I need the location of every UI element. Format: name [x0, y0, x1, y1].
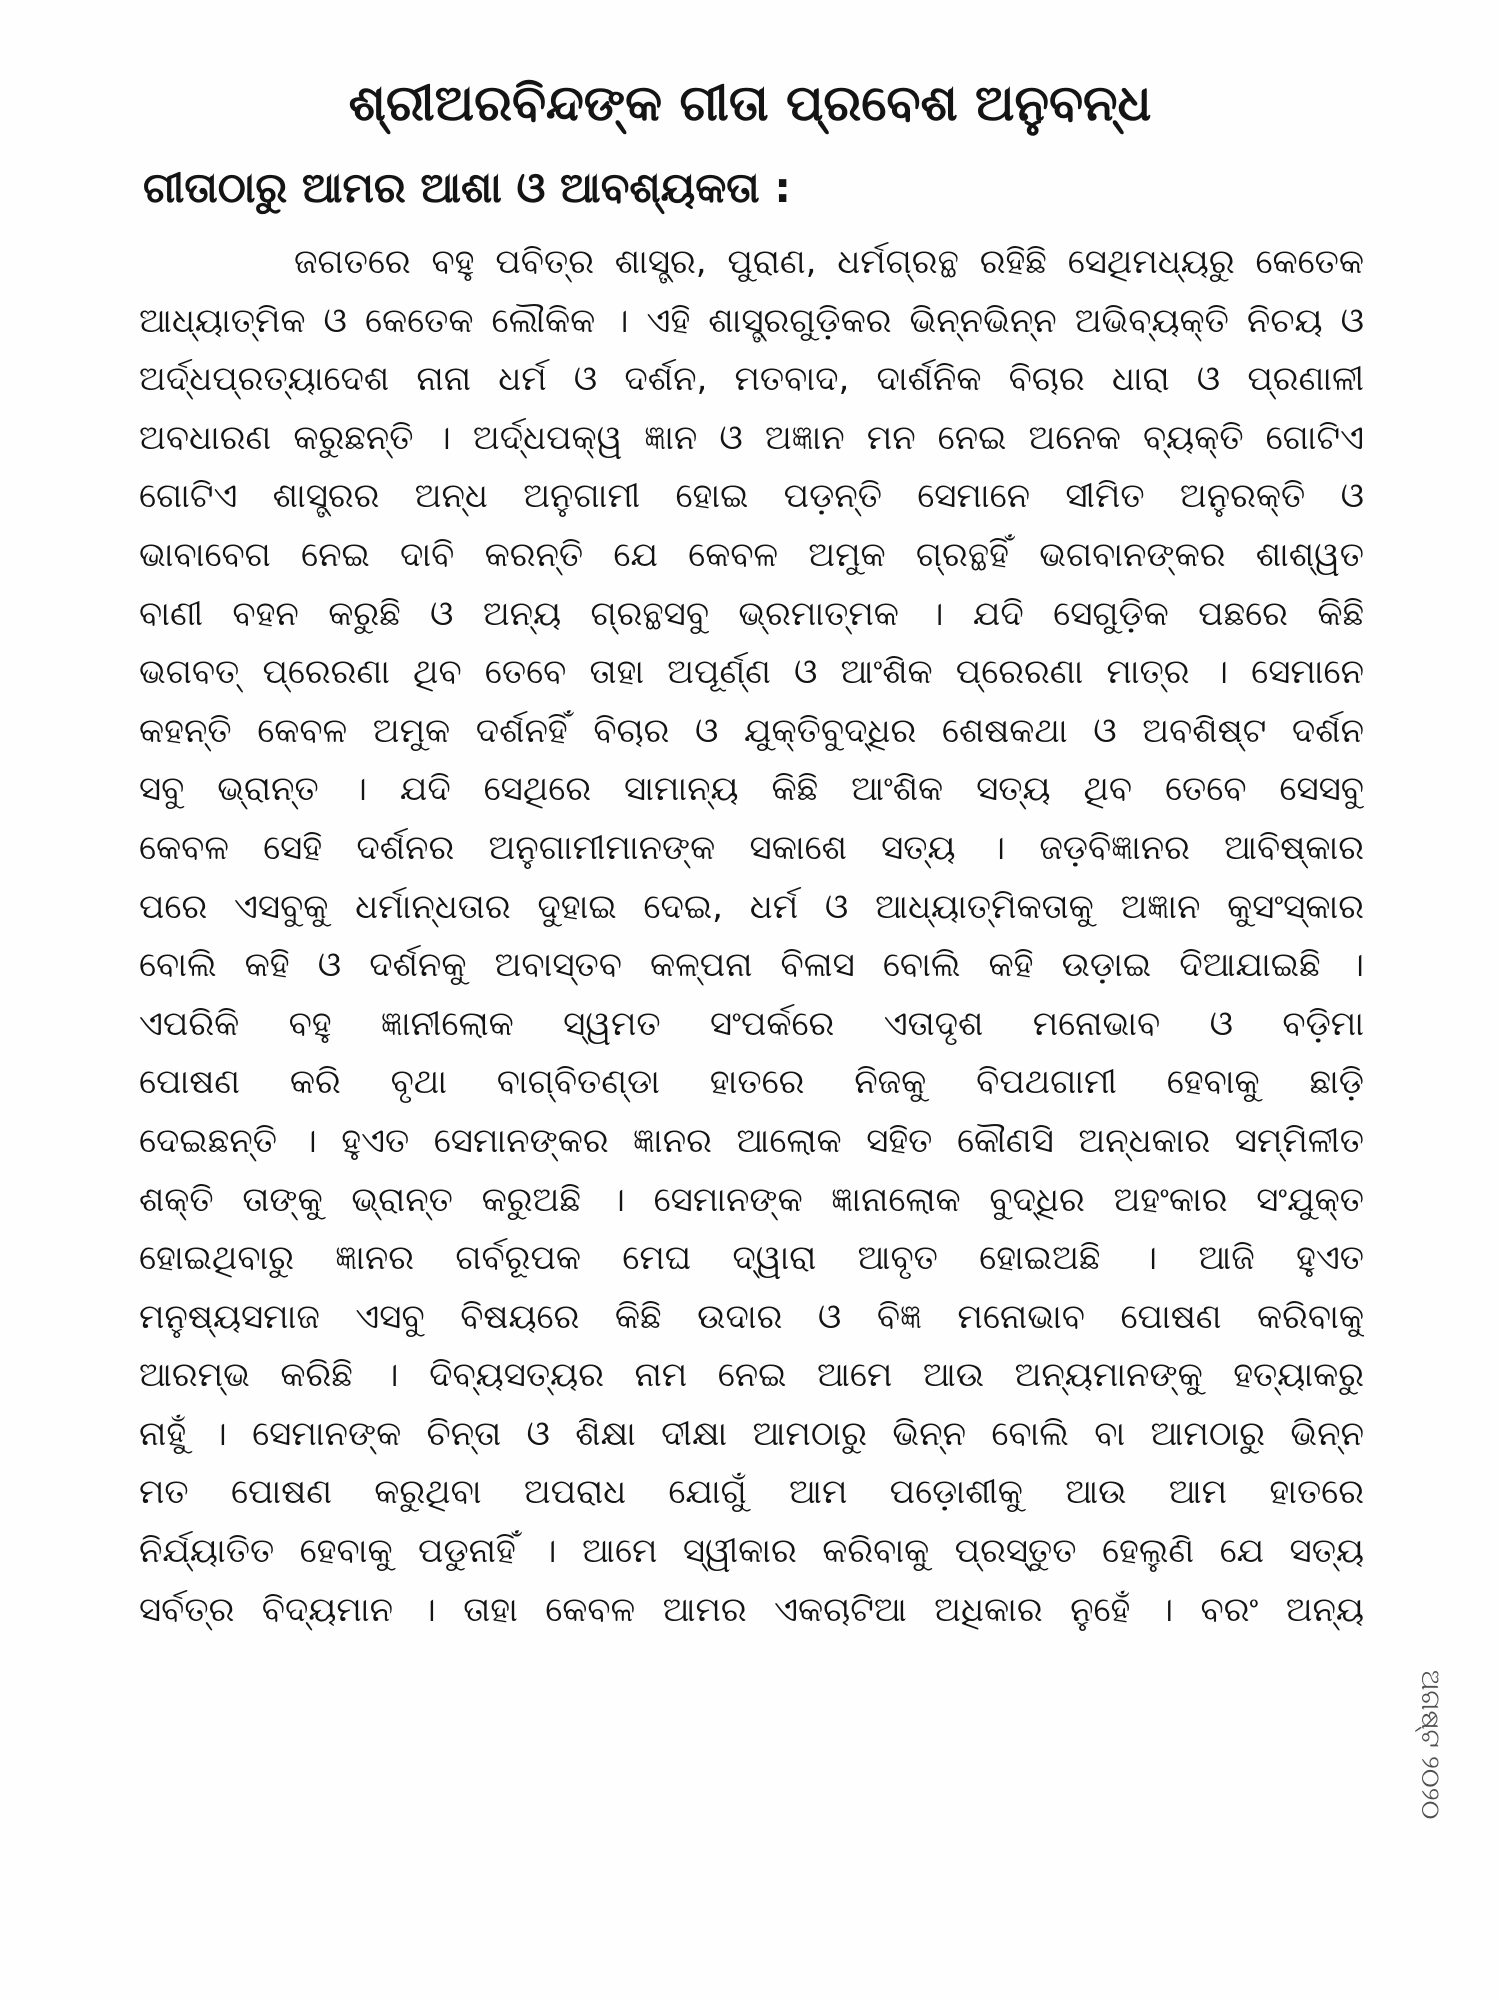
text-line: କହନ୍ତି କେବଳ ଅମୁକ ଦର୍ଶନହିଁ ବିଚାର ଓ ଯୁକ୍ତିବୁଦ୍ଧିର ଶେଷକଥା ଓ ଅବଶିଷ୍ଟ ଦର୍ଶନ: [139, 710, 1364, 751]
text-line: ବାଣୀ ବହନ କରୁଛି ଓ ଅନ୍ୟ ଗ୍ରନ୍ଥସବୁ ଭ୍ରମାତ୍ମକ । ଯଦି ସେଗୁଡ଼ିକ ପଛରେ କିଛି: [139, 593, 1364, 634]
text-line: ଆଧ୍ୟାତ୍ମିକ ଓ କେତେକ ଲୌକିକ । ଏହି ଶାସ୍ତ୍ରଗୁଡ଼ିକର ଭିନ୍ନଭିନ୍ନ ଅଭିବ୍ୟକ୍ତି ନିଚୟ ଓ: [139, 300, 1364, 341]
text-line: ନିର୍ଯ୍ୟାତିତ ହେବାକୁ ପଡୁନାହିଁ । ଆମେ ସ୍ୱୀକାର କରିବାକୁ ପ୍ରସ୍ତୁତ ହେଲୁଣି ଯେ ସତ୍ୟ: [139, 1531, 1364, 1572]
text-line: ହୋଇଥିବାରୁ ଜ୍ଞାନର ଗର୍ବରୂପକ ମେଘ ଦ୍ୱାରା ଆବୃତ ହୋଇଅଛି । ଆଜି ହୁଏତ: [139, 1238, 1364, 1279]
text-line: ଶକ୍ତି ତାଙ୍କୁ ଭ୍ରାନ୍ତ କରୁଅଛି । ସେମାନଙ୍କ ଜ୍ଞାନାଲୋକ ବୁଦ୍ଧିର ଅହଂକାର ସଂଯୁକ୍ତ: [139, 1179, 1364, 1220]
text-line: ସର୍ବତ୍ର ବିଦ୍ୟମାନ । ତାହା କେବଳ ଆମର ଏକଚାଟିଆ ଅଧିକାର ନୁହେଁ । ବରଂ ଅନ୍ୟ: [139, 1589, 1364, 1630]
margin-note: ଅଗଷ୍ଟ ୨୦୨୦: [1415, 1670, 1445, 1820]
text-line: କେବଳ ସେହି ଦର୍ଶନର ଅନୁଗାମୀମାନଙ୍କ ସକାଶେ ସତ୍ୟ । ଜଡ଼ବିଜ୍ଞାନର ଆବିଷ୍କାର: [139, 827, 1364, 868]
text-line: ସବୁ ଭ୍ରାନ୍ତ । ଯଦି ସେଥିରେ ସାମାନ୍ୟ କିଛି ଆଂଶିକ ସତ୍ୟ ଥିବ ତେବେ ସେସବୁ: [139, 769, 1364, 810]
section-heading: ଗୀତାଠାରୁ ଆମର ଆଶା ଓ ଆବଶ୍ୟକତା :: [143, 163, 792, 212]
text-line: ମନୁଷ୍ୟସମାଜ ଏସବୁ ବିଷୟରେ କିଛି ଉଦାର ଓ ବିଜ୍ଞ ମନୋଭାବ ପୋଷଣ କରିବାକୁ: [139, 1296, 1364, 1337]
body-paragraph: [139, 233, 1364, 1639]
page-title: ଶ୍ରୀଅରବିନ୍ଦଙ୍କ ଗୀତା ପ୍ରବେଶ ଅନୁବନ୍ଧ: [348, 74, 1152, 132]
text-line: ଭାବାବେଗ ନେଇ ଦାବି କରନ୍ତି ଯେ କେବଳ ଅମୁକ ଗ୍ରନ୍ଥହିଁ ଭଗବାନଙ୍କର ଶାଶ୍ୱତ: [139, 534, 1364, 575]
text-line: ପୋଷଣ କରି ବୃଥା ବାଗ୍‌ବିତଣ୍ଡା ହାତରେ ନିଜକୁ ବିପଥଗାମୀ ହେବାକୁ ଛାଡ଼ି: [139, 1062, 1364, 1103]
text-line: ନାହୁଁ । ସେମାନଙ୍କ ଚିନ୍ତା ଓ ଶିକ୍ଷା ଦୀକ୍ଷା ଆମଠାରୁ ଭିନ୍ନ ବୋଲି ବା ଆମଠାରୁ ଭିନ୍ନ: [139, 1413, 1364, 1454]
text-line: ଭଗବତ୍ ପ୍ରେରଣା ଥିବ ତେବେ ତାହା ଅପୂର୍ଣ୍ଣ ଓ ଆଂଶିକ ପ୍ରେରଣା ମାତ୍ର । ସେମାନେ: [139, 652, 1364, 693]
text-line: ଗୋଟିଏ ଶାସ୍ତ୍ରର ଅନ୍ଧ ଅନୁଗାମୀ ହୋଇ ପଡ଼ନ୍ତି ସେମାନେ ସୀମିତ ଅନୁରକ୍ତି ଓ: [139, 476, 1364, 517]
text-line: ବୋଲି କହି ଓ ଦର୍ଶନକୁ ଅବାସ୍ତବ କଳ୍ପନା ବିଳାସ ବୋଲି କହି ଉଡ଼ାଇ ଦିଆଯାଇଛି ।: [139, 945, 1364, 986]
text-line: ଜଗତରେ ବହୁ ପବିତ୍ର ଶାସ୍ତ୍ର, ପୁରାଣ, ଧର୍ମଗ୍ରନ୍ଥ ରହିଛି ସେଥିମଧ୍ୟରୁ କେତେକ: [294, 242, 1364, 282]
text-line: ଆରମ୍ଭ କରିଛି । ଦିବ୍ୟସତ୍ୟର ନାମ ନେଇ ଆମେ ଆଉ ଅନ୍ୟମାନଙ୍କୁ ହତ୍ୟାକରୁ: [139, 1355, 1364, 1396]
text-line: ଦେଇଛନ୍ତି । ହୁଏତ ସେମାନଙ୍କର ଜ୍ଞାନର ଆଲୋକ ସହିତ କୌଣସି ଅନ୍ଧକାର ସମ୍ମିଳୀତ: [139, 1120, 1364, 1161]
text-line: ପରେ ଏସବୁକୁ ଧର୍ମାନ୍ଧତାର ଦୁହାଇ ଦେଇ, ଧର୍ମ ଓ ଆଧ୍ୟାତ୍ମିକତାକୁ ଅଜ୍ଞାନ କୁସଂସ୍କାର: [139, 886, 1364, 927]
text-line: ମତ ପୋଷଣ କରୁଥିବା ଅପରାଧ ଯୋଗୁଁ ଆମ ପଡ଼ୋଶୀକୁ ଆଉ ଆମ ହାତରେ: [139, 1472, 1364, 1513]
text-line: ଅର୍ଦ୍ଧପ୍ରତ୍ୟାଦେଶ ନାନା ଧର୍ମ ଓ ଦର୍ଶନ, ମତବାଦ, ଦାର୍ଶନିକ ବିଚାର ଧାରା ଓ ପ୍ରଣାଳୀ: [139, 359, 1364, 400]
text-line: ଏପରିକି ବହୁ ଜ୍ଞାନୀଲୋକ ସ୍ୱମତ ସଂପର୍କରେ ଏତାଦୃଶ ମନୋଭାବ ଓ ବଡ଼ିମା: [139, 1003, 1364, 1044]
text-line: ଅବଧାରଣ କରୁଛନ୍ତି । ଅର୍ଦ୍ଧପକ୍ୱ ଜ୍ଞାନ ଓ ଅଜ୍ଞାନ ମନ ନେଇ ଅନେକ ବ୍ୟକ୍ତି ଗୋଟିଏ: [139, 417, 1364, 458]
